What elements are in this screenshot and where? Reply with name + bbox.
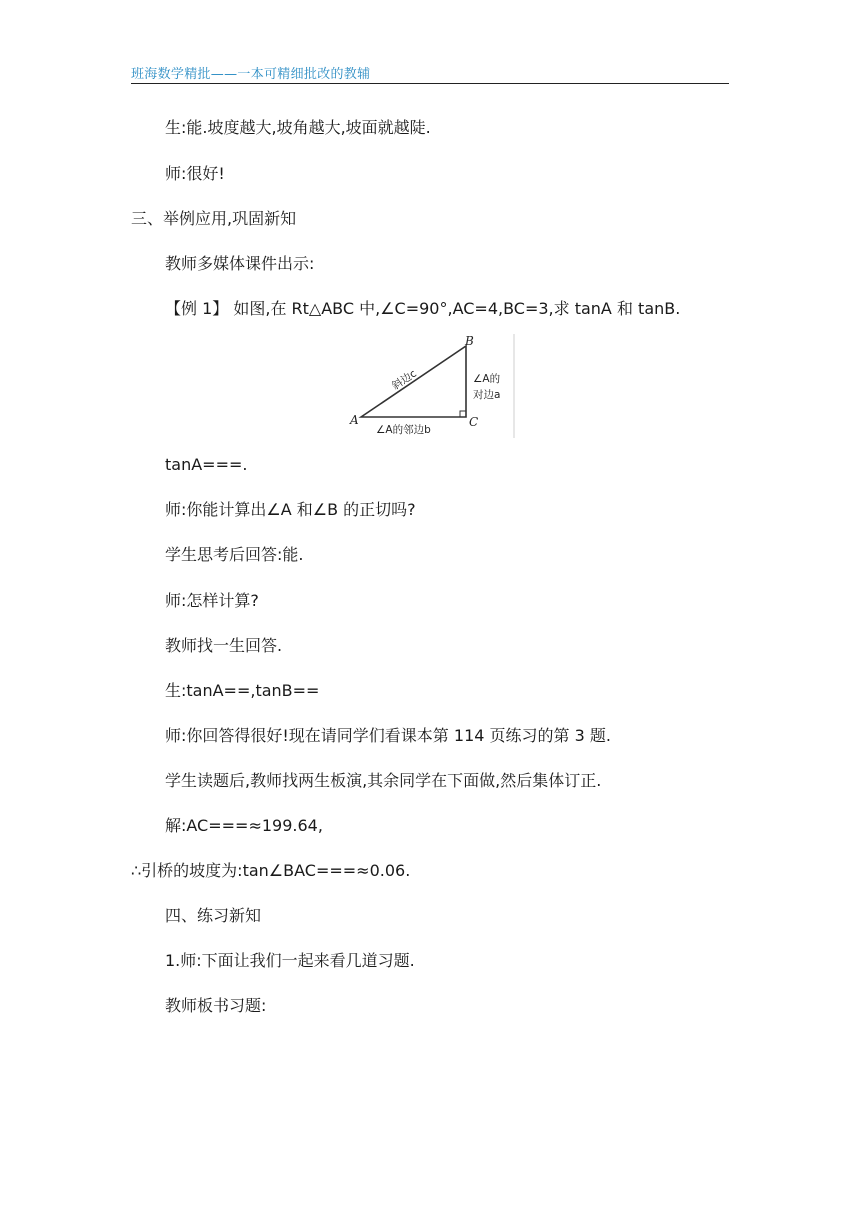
right-angle-mark	[460, 411, 466, 417]
text-line: 解:AC===≈199.64,	[165, 816, 323, 835]
example-statement: 【例 1】 如图,在 Rt△ABC 中,∠C=90°,AC=4,BC=3,求 tanA 和 tanB.	[165, 299, 681, 318]
vertex-b-label: B	[465, 334, 474, 348]
right-triangle-figure	[343, 332, 515, 440]
text-line: 师:怎样计算?	[165, 591, 259, 610]
vertex-c-label: C	[469, 415, 479, 429]
section-heading: 四、练习新知	[165, 906, 262, 925]
text-line: tanA===.	[165, 455, 248, 474]
text-line: 教师板书习题:	[165, 996, 267, 1015]
text-line: ∴引桥的坡度为:tan∠BAC===≈0.06.	[131, 861, 411, 880]
page-header	[131, 61, 729, 84]
hypotenuse-label: 斜边c	[389, 367, 419, 393]
opposite-side-label-1: ∠A的	[473, 373, 501, 385]
text-line: 生:tanA==,tanB==	[165, 681, 320, 700]
section-heading: 三、举例应用,巩固新知	[131, 209, 297, 228]
opposite-side-label-2: 对边a	[473, 389, 501, 401]
vertex-a-label: A	[350, 413, 359, 427]
text-line: 教师多媒体课件出示:	[165, 254, 315, 273]
text-line: 师:你能计算出∠A 和∠B 的正切吗?	[165, 500, 416, 519]
adjacent-side-label: ∠A的邻边b	[376, 424, 431, 436]
text-line: 生:能.坡度越大,坡角越大,坡面就越陡.	[165, 118, 431, 137]
text-line: 学生思考后回答:能.	[165, 545, 304, 564]
text-line: 师:很好!	[165, 164, 225, 183]
text-line: 教师找一生回答.	[165, 636, 283, 655]
text-line: 学生读题后,教师找两生板演,其余同学在下面做,然后集体订正.	[165, 771, 602, 790]
triangle-shape	[361, 346, 466, 417]
triangle-diagram	[343, 332, 515, 440]
text-line: 师:你回答得很好!现在请同学们看课本第 114 页练习的第 3 题.	[165, 726, 611, 745]
text-line: 1.师:下面让我们一起来看几道习题.	[165, 951, 415, 970]
header-title: 班海数学精批——一本可精细批改的教辅	[131, 67, 371, 82]
